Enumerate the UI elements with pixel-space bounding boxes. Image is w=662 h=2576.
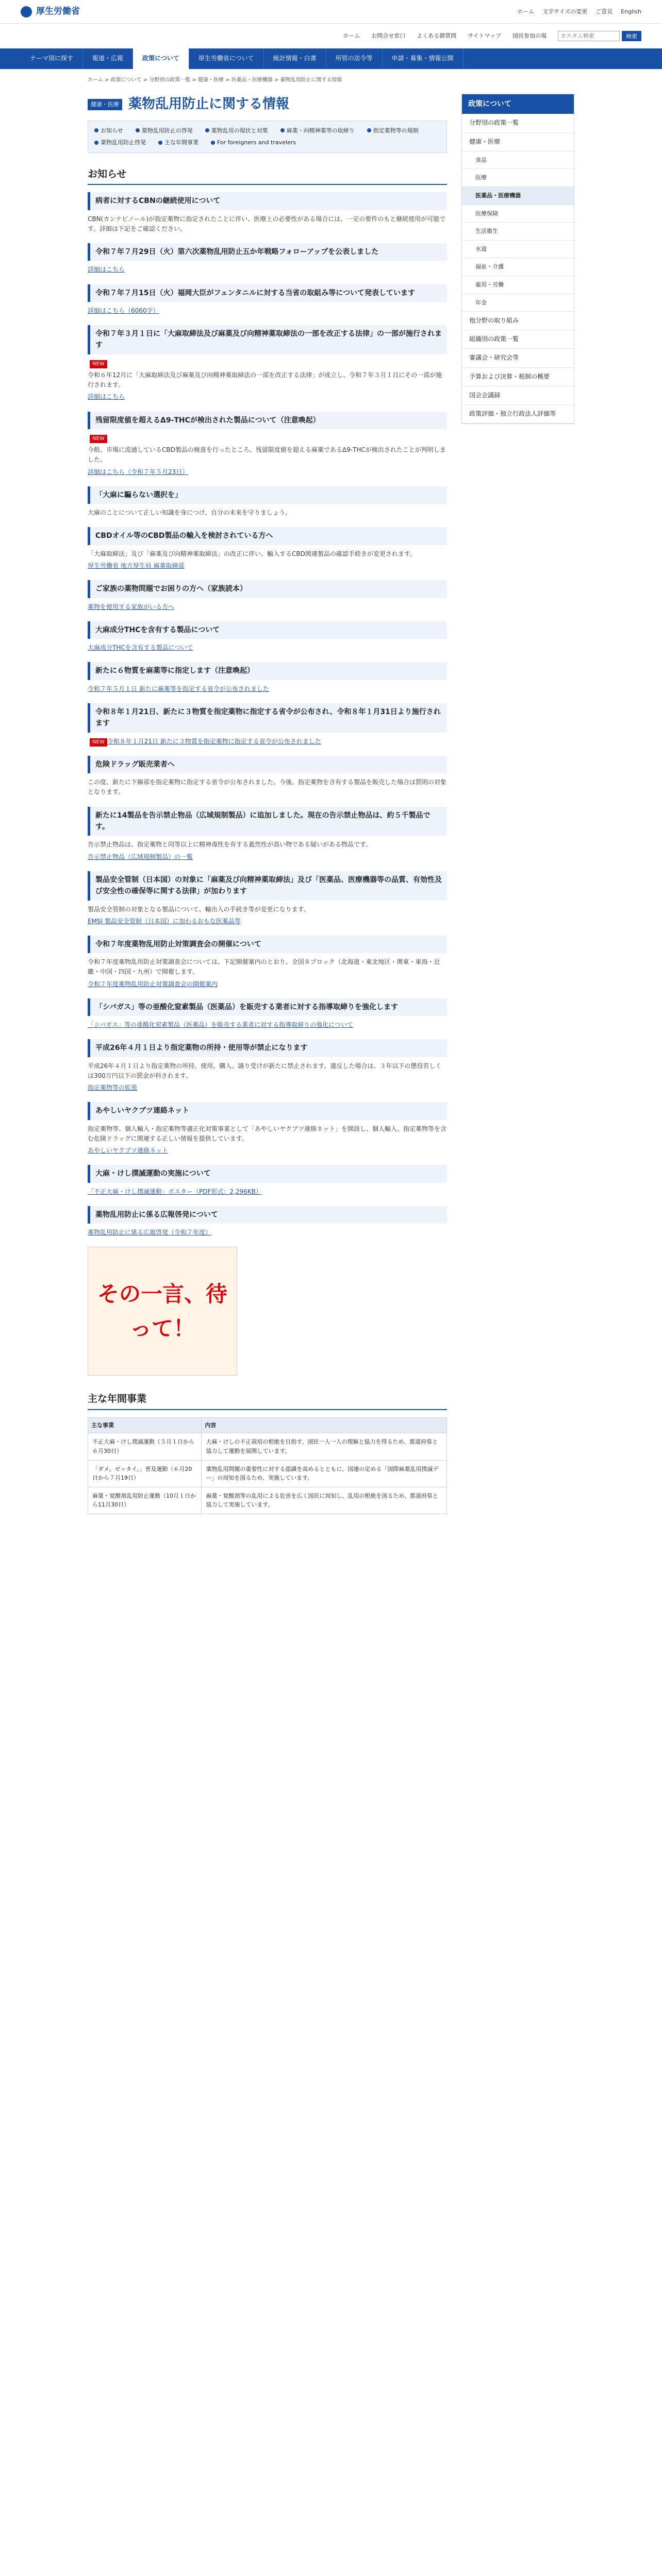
news-item <box>88 936 447 989</box>
sidebar-item[interactable]: 予算および決算・税制の概要 <box>462 368 574 386</box>
news-item-title: 平成26年４月１日より指定薬物の所持・使用等が禁止になります <box>88 1039 447 1057</box>
news-item-title: 危険ドラッグ販売業者へ <box>88 756 447 773</box>
news-item-link[interactable]: 詳細はこちら（令和７年５月23日） <box>88 468 189 476</box>
news-item-title: 製品安全管制（日本国）の対象に「麻薬及び向精神薬取締法」及び「医薬品、医療機器等の品質、有効性及び安全性の確保等に関する法律」が加わります <box>88 871 447 901</box>
events-heading: 主な年間事業 <box>88 1391 447 1410</box>
news-item-text: 告示禁止物品は、指定薬物と同等以上に精神毒性を有する蓋然性が高い物である疑いがある物品です。 <box>88 841 372 849</box>
news-item-link[interactable]: あやしいヤクブツ連絡ネット <box>88 1147 169 1155</box>
news-item <box>88 284 447 316</box>
news-item-title: 令和７年７月29日（火）第六次薬物乱用防止五か年戦略フォローアップを公表しました <box>88 243 447 261</box>
news-item <box>88 662 447 694</box>
anchor-link[interactable]: 薬物乱用の現状と対策 <box>205 126 268 135</box>
anchor-link[interactable]: 指定薬物等の規制 <box>367 126 419 135</box>
gnav-item[interactable]: 所管の法令等 <box>326 48 383 69</box>
news-item-title: CBDオイル等のCBD製品の輸入を検討されている方へ <box>88 527 447 545</box>
news-item <box>88 1102 447 1156</box>
news-item <box>88 412 447 477</box>
news-item-text: CBN(カンナビノール)が指定薬物に指定されたことに伴い、医療上の必要性がある場合には、一定の要件のもと継続使用が可能です。詳細は下記をご確認ください。 <box>88 215 446 232</box>
sidebar-item[interactable]: 健康・医療 <box>462 133 574 151</box>
news-item-title: ご家族の薬物問題でお困りの方へ（家族読本） <box>88 580 447 598</box>
sidebar-item[interactable]: 食品 <box>462 151 574 170</box>
table-cell: 薬物乱用問題の重要性に対する認識を高めるとともに、国連の定める「国際麻薬乱用撲滅デー」の周知を図るため、実施しています。 <box>202 1460 447 1487</box>
anchor-link[interactable]: 薬物乱用防止の啓発 <box>136 126 193 135</box>
table-cell: 「ダメ。ゼッタイ。」普及運動（６月20日から７月19日） <box>88 1460 202 1487</box>
news-item-text: 大麻のことについて正しい知識を身につけ、自分の未来を守りましょう。 <box>88 509 292 517</box>
news-item-title: 残留限度値を超えるΔ9-THCが検出された製品について（注意喚起） <box>88 412 447 429</box>
anchor-link[interactable]: For foreigners and travelers <box>211 138 296 147</box>
news-item-link[interactable]: 薬物乱用防止に係る広報啓発（令和７年度） <box>88 1229 212 1236</box>
subutil-link[interactable]: ホーム <box>343 32 360 40</box>
news-item-title: 「シバガス」等の亜酸化窒素製品（医薬品）を販売する業者に対する指導取締りを強化します <box>88 998 447 1016</box>
news-item-link[interactable]: 指定薬物等の拡張 <box>88 1084 138 1092</box>
sidebar-item[interactable]: 医療 <box>462 169 574 187</box>
sidebar-item[interactable]: 審議会・研究会等 <box>462 349 574 367</box>
news-item-title: 令和７年７月15日（火）福岡大臣がフェンタニルに対する当省の取組み等について発表しています <box>88 284 447 302</box>
news-item <box>88 1165 447 1197</box>
news-item-title: 令和７年度薬物乱用防止対策調査会の開催について <box>88 936 447 953</box>
sidebar-item[interactable]: 組織別の政策一覧 <box>462 330 574 349</box>
news-item <box>88 871 447 926</box>
sidebar <box>461 94 574 1514</box>
sidebar-item[interactable]: 雇用・労働 <box>462 276 574 294</box>
search-input[interactable] <box>558 31 620 41</box>
table-row <box>88 1487 447 1514</box>
news-item <box>88 325 447 402</box>
news-item-title: 薬物乱用防止に係る広報啓発について <box>88 1206 447 1224</box>
news-item-title: 令和８年１月21日、新たに３物質を指定薬物に指定する省令が公布され、令和８年１月31日より施行されます <box>88 703 447 733</box>
breadcrumb[interactable]: ホーム > 政策について > 分野別の政策一覧 > 健康・医療 > 医薬品・医療機器 > 薬物乱用防止に関する情報 <box>88 77 342 83</box>
news-item-title: 大麻・けし撲滅運動の実施について <box>88 1165 447 1182</box>
table-row <box>88 1460 447 1487</box>
search-button[interactable]: 検索 <box>622 31 641 41</box>
sidebar-item[interactable]: 水道 <box>462 241 574 259</box>
sidebar-item[interactable]: 医療保険 <box>462 205 574 223</box>
news-heading: お知らせ <box>88 166 447 185</box>
anchor-link[interactable]: 薬物乱用防止啓発 <box>94 138 146 147</box>
anchor-link[interactable]: お知らせ <box>94 126 123 135</box>
news-item-link[interactable]: 令和８年１月21日 新たに３物質を指定薬物に指定する省令が公布されました <box>107 737 321 745</box>
news-item <box>88 1206 447 1238</box>
news-item <box>88 756 447 798</box>
news-item-title: 「大麻に騙らない選択を」 <box>88 486 447 504</box>
news-item <box>88 807 447 862</box>
util-link[interactable]: 文字サイズの変更 <box>542 8 588 15</box>
mhlw-logo-icon <box>21 6 32 18</box>
site-search <box>558 31 641 41</box>
news-item-title: 病者に対するCBNの継続使用について <box>88 192 447 210</box>
table-cell: 麻薬・覚醒剤乱用防止運動（10月１日から11月30日） <box>88 1487 202 1514</box>
news-item-link[interactable]: 令和７年度薬物乱用防止対策調査会の開催案内 <box>88 980 218 988</box>
subutil-link[interactable]: よくある御質問 <box>417 32 457 40</box>
news-item <box>88 243 447 275</box>
sidebar-item[interactable]: 他分野の取り組み <box>462 312 574 330</box>
news-item-link[interactable]: 「シバガス」等の亜酸化窒素製品（医薬品）を販売する業者に対する指導取締りの強化について <box>88 1021 353 1029</box>
table-row <box>88 1433 447 1460</box>
news-item-link[interactable]: 薬物を使用する家族がいる方へ <box>88 603 175 611</box>
sidebar-item[interactable]: 生活衛生 <box>462 223 574 241</box>
events-table <box>88 1417 447 1514</box>
category-tag: 健康・医療 <box>88 99 122 110</box>
sidebar-heading: 政策について <box>462 94 574 114</box>
news-item-title: 令和７年３月１日に「大麻取締法及び麻薬及び向精神薬取締法の一部を改正する法律」の一部が施行されます <box>88 325 447 354</box>
news-item-title: 新たに６物質を麻薬等に指定します（注意喚起） <box>88 662 447 680</box>
table-cell: 大麻・けしの不正栽培の根絶を目指す、国民一人一人の理解と協力を得るため、都道府県と協力して運動を展開しています。 <box>202 1433 447 1460</box>
new-badge: NEW <box>90 360 107 368</box>
gnav-item[interactable]: 申請・募集・情報公開 <box>383 48 464 69</box>
news-item-link[interactable]: 詳細はこちら <box>88 393 125 401</box>
gnav-item[interactable]: テーマ別に探す <box>21 48 83 69</box>
news-item-link[interactable]: 詳細はこちら（6060字） <box>88 307 159 314</box>
table-header: 内容 <box>202 1417 447 1433</box>
news-item-text: 指定薬物等、個人輸入・指定薬物等適正化対策事業として「あやしいヤクブツ連絡ネット」を開設し、個人輸入、指定薬物等を含む危険ドラッグに関連する正しい情報を提供しています。 <box>88 1125 447 1142</box>
campaign-banner[interactable]: その一言、待って！ <box>88 1247 237 1376</box>
news-item <box>88 580 447 612</box>
news-item <box>88 703 447 747</box>
util-link[interactable]: English <box>621 8 641 15</box>
news-item-text: 平成26年４月１日より指定薬物の所持、使用、購入、譲り受けが新たに禁止されます。違反した場合は、３年以下の懲役若しくは300万円以下の罰金が科されます。 <box>88 1062 442 1079</box>
news-item-link[interactable]: 大麻成分THCを含有する製品について <box>88 644 193 652</box>
news-item-title: あやしいヤクブツ連絡ネット <box>88 1102 447 1120</box>
gnav-item[interactable]: 統計情報・白書 <box>264 48 326 69</box>
news-item-link[interactable]: 「不正大麻・けし撲滅運動」ポスター（PDF形式：2,296KB） <box>88 1188 262 1195</box>
anchor-link[interactable]: 主な年間事業 <box>158 138 198 147</box>
news-item <box>88 527 447 571</box>
subutil-link[interactable]: お問合せ窓口 <box>371 32 406 40</box>
anchor-links <box>88 121 447 153</box>
news-item-link[interactable]: 令和７年５月１日 新たに麻薬等を指定する省令が公布されました <box>88 685 269 692</box>
sidebar-item[interactable]: 福祉・介護 <box>462 258 574 276</box>
table-cell: 不正大麻・けし撲滅運動（５月１日から６月30日） <box>88 1433 202 1460</box>
page-title: 薬物乱用防止に関する情報 <box>128 96 290 112</box>
gnav-item[interactable]: 厚生労働省について <box>189 48 264 69</box>
news-item-text: 令和７年度薬物乱用防止対策調査会については、下記開催案内のとおり、全国８ブロック（北海道・東北地区・関東・東海・近畿・中国・四国・九州）で開催します。 <box>88 958 440 976</box>
table-header: 主な事業 <box>88 1417 202 1433</box>
news-item-link[interactable]: EMSI 製品安全管制（日本国）に加わるおもな医薬品等 <box>88 917 241 925</box>
news-item <box>88 1039 447 1093</box>
table-cell: 麻薬・覚醒剤等の乱用による危害を広く国民に周知し、乱用の根絶を図るため、都道府県と協力して実施しています。 <box>202 1487 447 1514</box>
news-item-text: この度、新たに下線部を指定薬物に指定する省令が公布されました。今後、指定薬物を含有する製品を販売した場合は罰則の対象となります。 <box>88 778 447 796</box>
new-badge: NEW <box>90 738 107 747</box>
topbar <box>0 0 662 24</box>
sub-utility-nav <box>0 24 662 48</box>
news-item-link[interactable]: 詳細はこちら <box>88 266 125 274</box>
news-list <box>88 192 447 1238</box>
sidebar-item[interactable]: 分野別の政策一覧 <box>462 114 574 132</box>
news-item-text: 令和６年12月に「大麻取締法及び麻薬及び向精神薬取締法の一部を改正する法律」が成立し、令和７年３月１日にその一部が施行されます。 <box>88 371 442 389</box>
sidebar-item[interactable]: 政策評価・独立行政法人評価等 <box>462 405 574 423</box>
news-item <box>88 998 447 1030</box>
news-item-link[interactable]: 厚生労働省 地方厚生局 麻薬取締部 <box>88 562 185 569</box>
anchor-link[interactable]: 麻薬・向精神薬等の取締り <box>280 126 355 135</box>
news-item <box>88 486 447 518</box>
new-badge: NEW <box>90 435 107 443</box>
news-item-text: 「大麻取締法」及び「麻薬及び向精神薬取締法」の改正に伴い、輸入するCBD関連製品の確認手続きが変更されます。 <box>88 550 416 557</box>
gnav-item-current[interactable]: 政策について <box>133 48 189 69</box>
sidebar-item[interactable]: 医薬品・医療機器 <box>462 187 574 205</box>
util-link[interactable]: ホーム <box>517 8 535 15</box>
subutil-link[interactable]: サイトマップ <box>468 32 501 40</box>
gnav-item[interactable]: 報道・広報 <box>83 48 133 69</box>
utility-links <box>517 7 641 16</box>
main-content <box>88 94 447 1514</box>
news-item-title: 大麻成分THCを含有する製品について <box>88 621 447 639</box>
news-item-title: 新たに14製品を告示禁止物品（広域規制製品）に追加しました。現在の告示禁止物品は、約５千製品です。 <box>88 807 447 836</box>
site-logo[interactable]: 厚生労働省 <box>21 5 80 19</box>
news-item <box>88 621 447 653</box>
news-item-link[interactable]: 告示禁止物品（広域規制製品）の一覧 <box>88 853 193 860</box>
news-item <box>88 192 447 234</box>
global-nav <box>0 48 662 69</box>
util-link[interactable]: ご意見 <box>595 8 613 15</box>
news-item-text: 今般、市場に流通しているCBD製品の検査を行ったところ、残留限度値を超える麻薬であるΔ9-THCが検出されたことが判明しました。 <box>88 446 446 464</box>
sidebar-item[interactable]: 年金 <box>462 294 574 312</box>
sidebar-item[interactable]: 国会会議録 <box>462 386 574 405</box>
subutil-link[interactable]: 国民参加の場 <box>512 32 547 40</box>
news-item-text: 製品安全管制の対象となる製品について、輸出入の手続き等が変更になります。 <box>88 905 310 913</box>
